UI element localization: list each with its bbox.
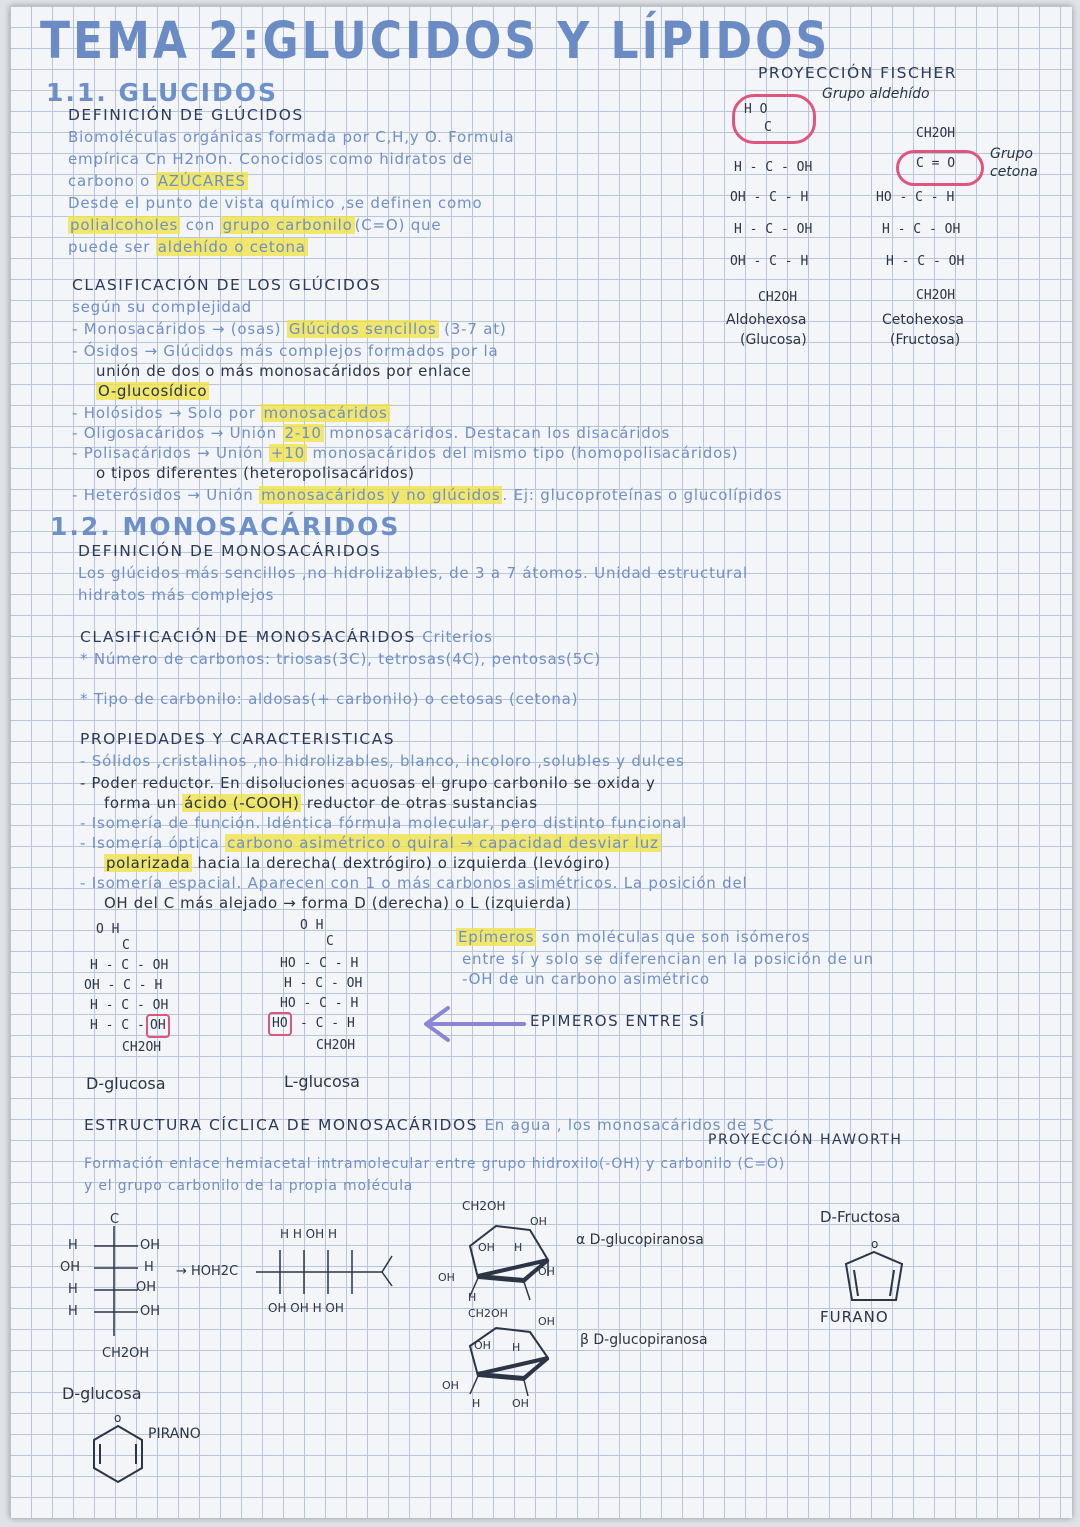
epimeros-text-1: son moléculas que son isómeros (536, 928, 811, 946)
highlight-monosacaridos: monosacáridos (263, 404, 388, 422)
ceto-top: CH2OH (916, 126, 956, 141)
page-title: TEMA 2:GLUCIDOS Y LÍPIDOS (40, 12, 831, 71)
clas-heterosidos (72, 486, 782, 504)
alpha-oh-ring: OH (530, 1215, 547, 1228)
aldo-row-4: OH - C - H (730, 254, 809, 269)
lglu-row-3: HO - C - H (280, 996, 359, 1011)
dglu-row-2: OH - C - H (84, 978, 163, 993)
dglu-oh-highlight: OH (146, 1014, 170, 1038)
prop-3-rest: reductor de otras sustancias (301, 794, 538, 812)
def-line-6-text: puede ser (68, 238, 156, 256)
def-line-5-con: con (180, 216, 221, 234)
highlight-mono-no-glucidos: monosacáridos y no glúcidos (261, 486, 501, 504)
fis-left-2: OH (60, 1260, 81, 1275)
grupo-aldehido-label: Grupo aldehído (822, 86, 930, 102)
clas-poli-rest: monosacáridos del mismo tipo (homopolisacáridos) (306, 444, 739, 462)
beta-oh-3: OH (512, 1397, 529, 1410)
epimeros-line-2: entre sí y solo se diferencian en la posición de un (462, 950, 874, 968)
criterio-carbonos: * Número de carbonos: triosas(3C), tetrosas(4C), pentosas(5C) (80, 650, 601, 668)
clasificacion-sub: según su complejidad (72, 298, 252, 316)
def-line-4: Desde el punto de vista químico ,se definen como (68, 194, 483, 212)
dglu-row-1: H - C - OH (90, 958, 169, 973)
clas-mono-text: - Monosacáridos → (osas) (72, 320, 287, 338)
lglu-row-2: H - C - OH (284, 976, 363, 991)
mono-def-line-2: hidratos más complejos (78, 586, 275, 604)
alpha-oh-2: OH (438, 1271, 455, 1284)
dglu-row-4: H - C - (90, 1018, 145, 1033)
prop-line-4: - Isomería de función. Idéntica fórmula molecular, pero distinto funcional (80, 814, 688, 832)
fis-left-3: H (68, 1282, 78, 1297)
section-heading-glucidos: 1.1. GLUCIDOS (46, 78, 279, 107)
highlight-polarizada: polarizada (106, 854, 191, 872)
clas-oligo-text: - Oligosacáridos → Unión (72, 424, 283, 442)
pyran-ring-icon (88, 1412, 158, 1492)
aldo-bottom: CH2OH (758, 290, 798, 305)
epimeros-entre-si-label: EPIMEROS ENTRE SÍ (530, 1012, 706, 1030)
open-chain-drawing (256, 1242, 396, 1302)
estructura-ciclica-title (84, 1116, 774, 1134)
clas-monosacaridos (72, 320, 507, 338)
clas-polisacaridos-2: o tipos diferentes (heteropolisacáridos) (96, 464, 415, 482)
def-line-5-que: (C=O) que (354, 216, 442, 234)
fischer-title: PROYECCIÓN FISCHER (758, 64, 958, 82)
prop-line-5 (80, 834, 661, 852)
monosacaridos-definition-title: DEFINICIÓN DE MONOSACÁRIDOS (78, 542, 382, 560)
fis-ch2oh: CH2OH (102, 1346, 150, 1361)
d-glucosa-label: D-glucosa (86, 1074, 166, 1093)
aldo-top: H O (744, 102, 768, 117)
highlight-azucares: AZÚCARES (157, 172, 246, 190)
chain-top-labels: H H OH H (280, 1227, 337, 1241)
pirano-label: PIRANO (148, 1426, 201, 1442)
alpha-oh-3: OH (538, 1265, 555, 1278)
clas-polisacaridos (72, 444, 738, 462)
dglu-c1: C (122, 938, 130, 953)
beta-h-1: H (512, 1341, 521, 1354)
beta-glucopiranosa-label: β D-glucopiranosa (580, 1332, 708, 1348)
l-glucosa-label: L-glucosa (284, 1072, 360, 1091)
cetohexosa-label: Cetohexosa (882, 312, 964, 328)
highlight-10: +10 (270, 444, 305, 462)
prop-line-3 (104, 794, 538, 812)
alpha-h-2: H (468, 1291, 477, 1304)
highlight-polialcoholes: polialcoholes (70, 216, 179, 234)
beta-oh-ring: OH (538, 1315, 555, 1328)
ceto-row-2: H - C - OH (882, 222, 961, 237)
clas-hetero-text: - Heterósidos → Unión (72, 486, 260, 504)
haworth-title: PROYECCIÓN HAWORTH (708, 1132, 903, 1148)
beta-ch2oh: CH2OH (468, 1307, 508, 1320)
highlight-o-glucosidico: O-glucosídico (98, 382, 208, 400)
svg-text:o: o (114, 1411, 122, 1425)
epimeros-line-3: -OH de un carbono asimétrico (462, 970, 710, 988)
ciclica-line-1: Formación enlace hemiacetal intramolecular entre grupo hidroxilo(-OH) y carbonilo (C=O) (84, 1156, 785, 1172)
clas-oligosacaridos (72, 424, 670, 442)
clas-hetero-example: . Ej: glucoproteínas o glucolípidos (502, 486, 783, 504)
d-fructosa-label: D-Fructosa (820, 1208, 901, 1226)
chain-bottom-labels: OH OH H OH (268, 1301, 344, 1315)
fis-right-3: OH (136, 1280, 157, 1295)
highlight-epimeros: Epímeros (458, 928, 535, 946)
ceto-row-3: H - C - OH (886, 254, 965, 269)
beta-h-2: H (472, 1397, 481, 1410)
aldo-row-3: H - C - OH (734, 222, 813, 237)
def-line-1: Biomoléculas orgánicas formada por C,H,y O. Formula (68, 128, 515, 146)
epimeros-arrow-icon (418, 1006, 528, 1042)
dglucosa-c-top: C (110, 1212, 120, 1227)
criterio-carbonilo: * Tipo de carbonilo: aldosas(+ carbonilo) o cetosas (cetona) (80, 690, 579, 708)
highlight-acido: ácido (-COOH) (184, 794, 300, 812)
clasificacion-monosacaridos-title (80, 628, 493, 646)
clas-mono-atoms: (3-7 at) (438, 320, 507, 338)
clas-holosidos (72, 404, 390, 422)
grupo-cetona-label-1: Grupo (990, 146, 1033, 162)
clas-poli-text: - Polisacáridos → Unión (72, 444, 269, 462)
def-line-6 (68, 238, 308, 256)
estructura-ciclica-sub: En agua , los monosacáridos de 5C (484, 1116, 775, 1134)
ciclica-line-2: y el grupo carbonilo de la propia molécula (84, 1178, 414, 1194)
propiedades-title: PROPIEDADES Y CARACTERISTICAS (80, 730, 396, 748)
section-heading-monosacaridos: 1.2. MONOSACÁRIDOS (50, 512, 401, 541)
lglu-c1: C (326, 934, 334, 949)
clasificacion-glucidos-title: CLASIFICACIÓN DE LOS GLÚCIDOS (72, 276, 382, 294)
ceto-row-1: HO - C - H (876, 190, 955, 205)
grupo-cetona-label-2: cetona (990, 164, 1038, 180)
prop-3-text: forma un (104, 794, 183, 812)
def-line-2: empírica Cn H2nOn. Conocidos como hidratos de (68, 150, 473, 168)
fis-right-4: OH (140, 1304, 161, 1319)
alpha-ch2oh: CH2OH (462, 1199, 506, 1213)
aldo-row-1: H - C - OH (734, 160, 813, 175)
lglu-ho-highlight: HO (268, 1012, 292, 1036)
alpha-glucopiranosa-label: α D-glucopiranosa (576, 1232, 704, 1248)
furano-label: FURANO (820, 1308, 889, 1326)
ceto-c2: C = O (916, 156, 956, 171)
mono-def-line-1: Los glúcidos más sencillos ,no hidrolizables, de 3 a 7 átomos. Unidad estructural (78, 564, 748, 582)
aldohexosa-label: Aldohexosa (726, 312, 807, 328)
beta-oh-1: OH (474, 1339, 491, 1352)
dglu-row-3: H - C - OH (90, 998, 169, 1013)
prop-line-2: - Poder reductor. En disoluciones acuosas el grupo carbonilo se oxida y (80, 774, 656, 792)
ceto-bottom: CH2OH (916, 288, 956, 303)
def-line-3 (68, 172, 248, 190)
dglucosa-fischer-drawing (76, 1226, 186, 1336)
dglu-bottom: CH2OH (122, 1040, 162, 1055)
chain-prefix: → HOH2C (176, 1264, 239, 1279)
glucosa-label: (Glucosa) (740, 332, 807, 348)
clas-osidos-2: unión de dos o más monosacáridos por enlace (96, 362, 472, 380)
fis-left-4: H (68, 1304, 78, 1319)
clas-mono-criterios: Criterios (422, 628, 493, 646)
highlight-2-10: 2-10 (284, 424, 322, 442)
clas-osidos: - Ósidos → Glúcidos más complejos formados por la (72, 342, 499, 360)
prop-line-8: OH del C más alejado → forma D (derecha) o L (izquierda) (104, 894, 572, 912)
notebook-page (10, 6, 1072, 1518)
fis-right-1: OH (140, 1238, 161, 1253)
clas-mono-title-text: CLASIFICACIÓN DE MONOSACÁRIDOS (80, 628, 416, 646)
def-line-5 (68, 216, 441, 234)
lglu-bottom: CH2OH (316, 1038, 356, 1053)
beta-oh-2: OH (442, 1379, 459, 1392)
estructura-ciclica-title-text: ESTRUCTURA CÍCLICA DE MONOSACÁRIDOS (84, 1116, 479, 1134)
furan-ring-icon (840, 1238, 920, 1308)
clas-oligo-rest: monosacáridos. Destacan los disacáridos (323, 424, 671, 442)
clas-holo-text: - Holósidos → Solo por (72, 404, 262, 422)
prop-line-1: - Sólidos ,cristalinos ,no hidrolizables, blanco, incoloro ,solubles y dulces (80, 752, 685, 770)
aldo-c1: C (764, 120, 772, 135)
fructosa-label: (Fructosa) (890, 332, 961, 348)
glucidos-definition-title: DEFINICIÓN DE GLÚCIDOS (68, 106, 304, 124)
alpha-oh-1: OH (478, 1241, 495, 1254)
fis-left-1: H (68, 1238, 78, 1253)
prop-6-rest: hacia la derecha( dextrógiro) o izquierda (levógiro) (192, 854, 611, 872)
lglu-top: O H (300, 918, 324, 933)
prop-line-7: - Isomería espacial. Aparecen con 1 o más carbonos asimétricos. La posición del (80, 874, 748, 892)
prop-line-6 (104, 854, 611, 872)
epimeros-line-1 (456, 928, 810, 946)
alpha-h-1: H (514, 1241, 523, 1254)
svg-text:o: o (871, 1237, 879, 1251)
prop-5-text: - Isomería óptica (80, 834, 226, 852)
dglu-top: O H (96, 922, 120, 937)
def-line-3-text: carbono o (68, 172, 156, 190)
highlight-grupo-carbonilo: grupo carbonilo (222, 216, 353, 234)
lglu-row-1: HO - C - H (280, 956, 359, 971)
d-glucosa-bottom-label: D-glucosa (62, 1384, 142, 1403)
highlight-carbono-asimetrico: carbono asimétrico o quiral → capacidad desviar luz (227, 834, 659, 852)
aldo-row-2: OH - C - H (730, 190, 809, 205)
fis-right-2: H (144, 1260, 154, 1275)
highlight-glucidos-sencillos: Glúcidos sencillos (288, 320, 437, 338)
clas-osidos-3 (96, 382, 209, 400)
lglu-row-4: - C - H (300, 1016, 355, 1031)
highlight-aldehido-cetona: aldehído o cetona (157, 238, 306, 256)
